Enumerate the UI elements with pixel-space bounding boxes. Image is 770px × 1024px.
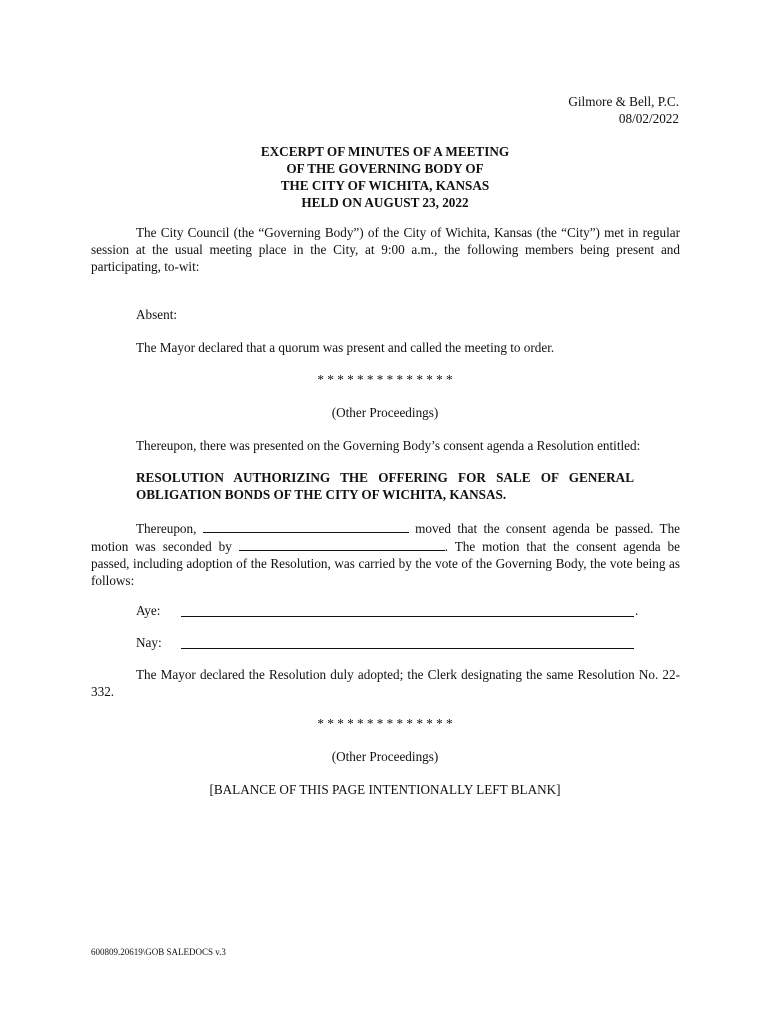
title-line-3: THE CITY OF WICHITA, KANSAS (280, 178, 490, 193)
other-proceedings-label: (Other Proceedings) (331, 749, 439, 764)
mover-blank-line (203, 519, 409, 533)
aye-row (136, 602, 681, 620)
title-line-2: OF THE GOVERNING BODY OF (286, 161, 484, 176)
other-proceedings-label: (Other Proceedings) (331, 405, 439, 420)
firm-header (568, 93, 679, 127)
resolution-title: RESOLUTION AUTHORIZING THE OFFERING FOR SALE OF GENERAL OBLIGATION BONDS OF THE CITY OF WICHITA, KANSAS. (136, 470, 634, 502)
adoption-paragraph: The Mayor declared the Resolution duly adopted; the Clerk designating the same Resolution No. 22-332. (91, 667, 680, 699)
separator-stars: * * * * * * * * * * * * * * (317, 372, 453, 387)
aye-label: Aye: (136, 603, 161, 618)
motion-text-2: moved that the consent agenda be passed. The motion was seconded by (91, 521, 681, 554)
title-line-4: HELD ON AUGUST 23, 2022 (301, 195, 469, 210)
nay-label: Nay: (136, 635, 162, 650)
intro-paragraph: The City Council (the “Governing Body”) of the City of Wichita, Kansas (the “City”) met in regular session at the usual meeting place in the City, at 9:00 a.m., the following members being present and participating, to-wit: (91, 225, 680, 274)
quorum-statement: The Mayor declared that a quorum was present and called the meeting to order. (136, 340, 555, 355)
aye-period: . (635, 603, 639, 618)
motion-text-1: Thereupon, (136, 521, 197, 536)
aye-blank-line (181, 616, 634, 617)
firm-name: Gilmore & Bell, P.C. (568, 94, 679, 109)
consent-agenda-statement: Thereupon, there was presented on the Governing Body’s consent agenda a Resolution entitled: (136, 438, 641, 453)
motion-paragraph (91, 519, 680, 589)
title-line-1: EXCERPT OF MINUTES OF A MEETING (260, 144, 510, 159)
nay-blank-line (181, 648, 634, 649)
blank-page-notice: [BALANCE OF THIS PAGE INTENTIONALLY LEFT BLANK] (209, 782, 561, 797)
document-title (0, 143, 770, 211)
document-date: 08/02/2022 (618, 111, 679, 126)
motion-text-3: . The motion that the consent agenda be passed, including adoption of the Resolution, was carried by the vote of the Governing Body, the vote being as follows: (91, 539, 680, 588)
separator-stars: * * * * * * * * * * * * * * (317, 716, 453, 731)
seconder-blank-line (239, 537, 445, 551)
document-id-footer: 600809.20619\GOB SALEDOCS v.3 (91, 947, 226, 957)
nay-row (136, 634, 681, 652)
absent-label: Absent: (136, 307, 178, 322)
